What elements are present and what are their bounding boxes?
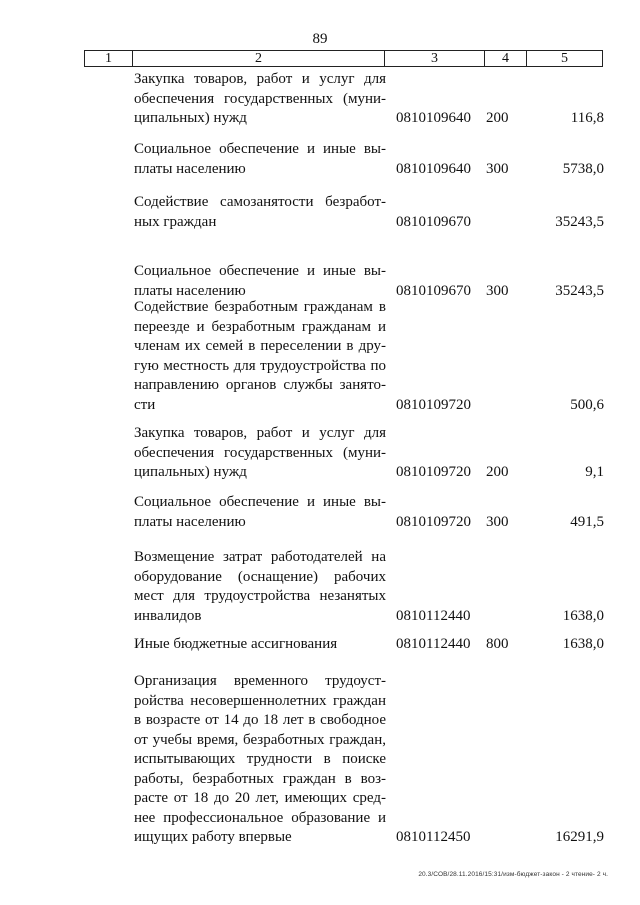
row-amount: 5738,0 [562, 160, 604, 177]
row-name-line: работы, безработных граждан в воз- [134, 770, 386, 787]
row-name-line: Социальное обеспечение и иные вы- [134, 141, 386, 157]
row-name-line: мест для трудоустройства незанятых [134, 588, 386, 604]
row-amount: 116,8 [570, 110, 604, 126]
row-name-line: Иные бюджетные ассигнования [134, 636, 338, 652]
row-amount: 500,6 [570, 396, 604, 413]
row-name-line: направлению органов службы занято- [134, 377, 386, 393]
column-header-2: 2 [133, 51, 385, 67]
column-header-1: 1 [85, 51, 133, 67]
column-header-3: 3 [385, 51, 485, 67]
row-name-line: ных граждан [134, 213, 217, 230]
row-name-line: Содействие безработным гражданам в [134, 299, 386, 315]
row-name [134, 672, 386, 848]
row-name [134, 493, 386, 532]
row-name-line: платы населению [134, 282, 246, 299]
row-target-code: 0810109640 [396, 110, 471, 126]
row-name-line: в возрасте от 14 до 18 лет в свободное [134, 712, 386, 728]
row-expense-type: 300 [486, 282, 509, 299]
row-name-line: Организация временного трудоуст- [134, 673, 386, 689]
row-name-line: ципальных) нужд [134, 110, 247, 126]
column-header-5: 5 [527, 51, 603, 67]
row-name-line: Социальное обеспечение и иные вы- [134, 263, 386, 279]
row-amount: 35243,5 [555, 213, 604, 230]
row-target-code: 0810112450 [396, 829, 471, 845]
row-name [134, 548, 386, 626]
row-expense-type: 300 [486, 513, 509, 530]
row-expense-type: 200 [486, 464, 509, 480]
row-name-line: ищущих работу впервые [134, 829, 292, 845]
row-name [134, 635, 386, 655]
row-amount: 35243,5 [555, 282, 604, 299]
row-name [134, 424, 386, 483]
row-amount: 1638,0 [562, 636, 604, 652]
row-name-line: инвалидов [134, 607, 202, 624]
row-expense-type: 300 [486, 160, 509, 177]
row-amount: 16291,9 [555, 829, 604, 845]
row-target-code: 0810109720 [396, 464, 471, 480]
row-name-line: испытывающих трудности в поиске [134, 751, 386, 767]
row-name [134, 193, 386, 232]
row-name-line: Социальное обеспечение и иные вы- [134, 494, 386, 510]
row-name-line: Возмещение затрат работодателей на [134, 549, 386, 565]
row-expense-type: 200 [486, 110, 509, 126]
row-name-line: Содействие самозанятости безработ- [134, 194, 386, 210]
column-header-row [85, 51, 603, 67]
row-name-line: переезде и безработным гражданам и [134, 318, 386, 335]
row-amount: 491,5 [570, 513, 604, 530]
row-name-line: обеспечения государственных (муни- [134, 444, 386, 461]
row-name-line: членам их семей в переселении в дру- [134, 338, 386, 354]
row-name-line: платы населению [134, 513, 246, 530]
row-target-code: 0810109720 [396, 396, 471, 413]
row-name-line: ройства несовершеннолетних граждан [134, 692, 386, 709]
row-name [134, 70, 386, 129]
row-name [134, 262, 386, 301]
row-target-code: 0810109670 [396, 282, 471, 299]
row-target-code: 0810109670 [396, 213, 471, 230]
row-target-code: 0810112440 [396, 636, 471, 652]
row-target-code: 0810112440 [396, 607, 471, 624]
page-number: 89 [312, 31, 328, 47]
row-name-line: платы населению [134, 160, 246, 177]
row-name-line: оборудование (оснащение) рабочих [134, 568, 386, 585]
column-header-4: 4 [485, 51, 527, 67]
row-name-line: нее профессиональное образование и [134, 809, 386, 826]
row-name-line: от учебы время, безработных граждан, [134, 731, 386, 748]
row-name-line: гую местность для трудоустройства по [134, 357, 386, 374]
row-name-line: расте от 18 до 20 лет, имеющих сред- [134, 790, 386, 806]
row-name-line: обеспечения государственных (муни- [134, 90, 386, 107]
row-amount: 9,1 [585, 464, 604, 480]
column-header-table [84, 50, 603, 67]
row-amount: 1638,0 [562, 607, 604, 624]
row-expense-type: 800 [486, 636, 509, 652]
row-name [134, 140, 386, 179]
row-name-line: Закупка товаров, работ и услуг для [134, 71, 386, 87]
row-name-line: сти [134, 396, 156, 413]
row-target-code: 0810109720 [396, 513, 471, 530]
row-name-line: Закупка товаров, работ и услуг для [134, 425, 386, 441]
row-name [134, 298, 386, 415]
row-name-line: ципальных) нужд [134, 464, 247, 480]
row-target-code: 0810109640 [396, 160, 471, 177]
document-footer-stamp: 20.3/СОВ/28.11.2016/15:31/изм-бюджет-закон - 2 чтение- 2 ч. [418, 871, 608, 878]
